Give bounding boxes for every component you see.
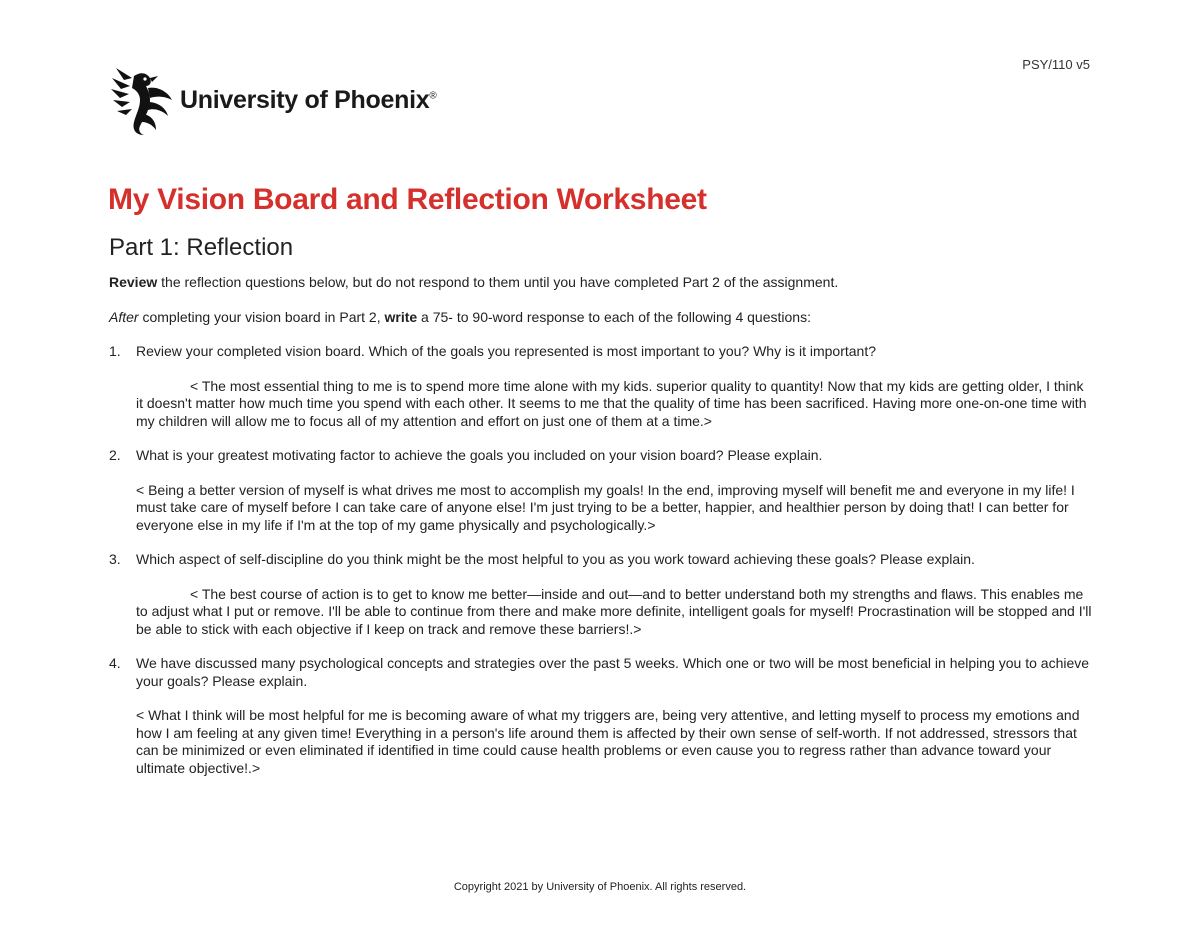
phoenix-bird-icon — [110, 64, 174, 136]
worksheet-body — [109, 274, 1094, 794]
question-list — [109, 343, 1094, 777]
question-number: 3. — [109, 551, 121, 567]
question-text: Review your completed vision board. Which of the goals you represented is most important to you? Why is it important? — [136, 343, 877, 359]
question-text: We have discussed many psychological concepts and strategies over the past 5 weeks. Which one or two will be most beneficial in helping you to achieve your goals? Please explain. — [136, 655, 1090, 689]
question-item-3 — [109, 551, 1094, 638]
question-number: 4. — [109, 655, 121, 671]
review-instruction: Review the reflection questions below, but do not respond to them until you have completed Part 2 of the assignment. — [109, 274, 839, 290]
answer-text: < The most essential thing to me is to spend more time alone with my kids. superior quality to quantity! Now that my kids are getting older, I think it doesn't matter how much time you spend with each other. It seems to me that the quality of time has been sacrificed. Having more one-on-one time with my children will allow me to focus all of my attention and effort on just one of them at a time.> — [136, 377, 1087, 429]
answer-text: < The best course of action is to get to know me better—inside and out—and to better understand both my strengths and flaws. This enables me to adjust what I put or remove. I'll be able to continue from there and make more definite, intelligent goals for myself! Procrastination will be stopped and I'll be able to stick with each objective if I keep on track and remove these barriers!.> — [136, 585, 1092, 637]
question-item-1 — [109, 343, 1094, 430]
answer-text: < Being a better version of myself is what drives me most to accomplish my goals! In the end, improving myself will benefit me and everyone in my life! I must take care of myself before I can take care of anyone else! I'm just trying to be a better, happier, and healthier person by doing that! I can better for everyone else in my life if I'm at the top of my game physically and psychologically.> — [136, 481, 1075, 533]
university-logo — [110, 64, 436, 136]
question-item-2 — [109, 447, 1094, 534]
copyright-footer: Copyright 2021 by University of Phoenix. All rights reserved. — [453, 881, 747, 893]
question-item-4 — [109, 655, 1094, 777]
question-number: 1. — [109, 343, 121, 359]
question-number: 2. — [109, 447, 121, 463]
question-text: What is your greatest motivating factor to achieve the goals you included on your vision board? Please explain. — [136, 447, 823, 463]
part-heading: Part 1: Reflection — [109, 234, 294, 261]
page-title: My Vision Board and Reflection Worksheet — [108, 183, 707, 216]
logo-wordmark: University of Phoenix® — [180, 85, 437, 114]
write-instruction: After completing your vision board in Part 2, write a 75- to 90-word response to each of the following 4 questions: — [109, 308, 811, 325]
question-text: Which aspect of self-discipline do you think might be the most helpful to you as you work toward achieving these goals? Please explain. — [136, 551, 975, 567]
answer-text: < What I think will be most helpful for me is becoming aware of what my triggers are, being very attentive, and letting myself to process my emotions and how I am feeling at any given time! Everything in a person's life around them is affected by their own sense of self-worth. If not addressed, stressors that can be minimized or even eliminated if identified in time could cause health problems or even cause you to regress rather than advance toward your ultimate objective!.> — [136, 707, 1080, 776]
course-code: PSY/110 v5 — [1022, 57, 1090, 72]
